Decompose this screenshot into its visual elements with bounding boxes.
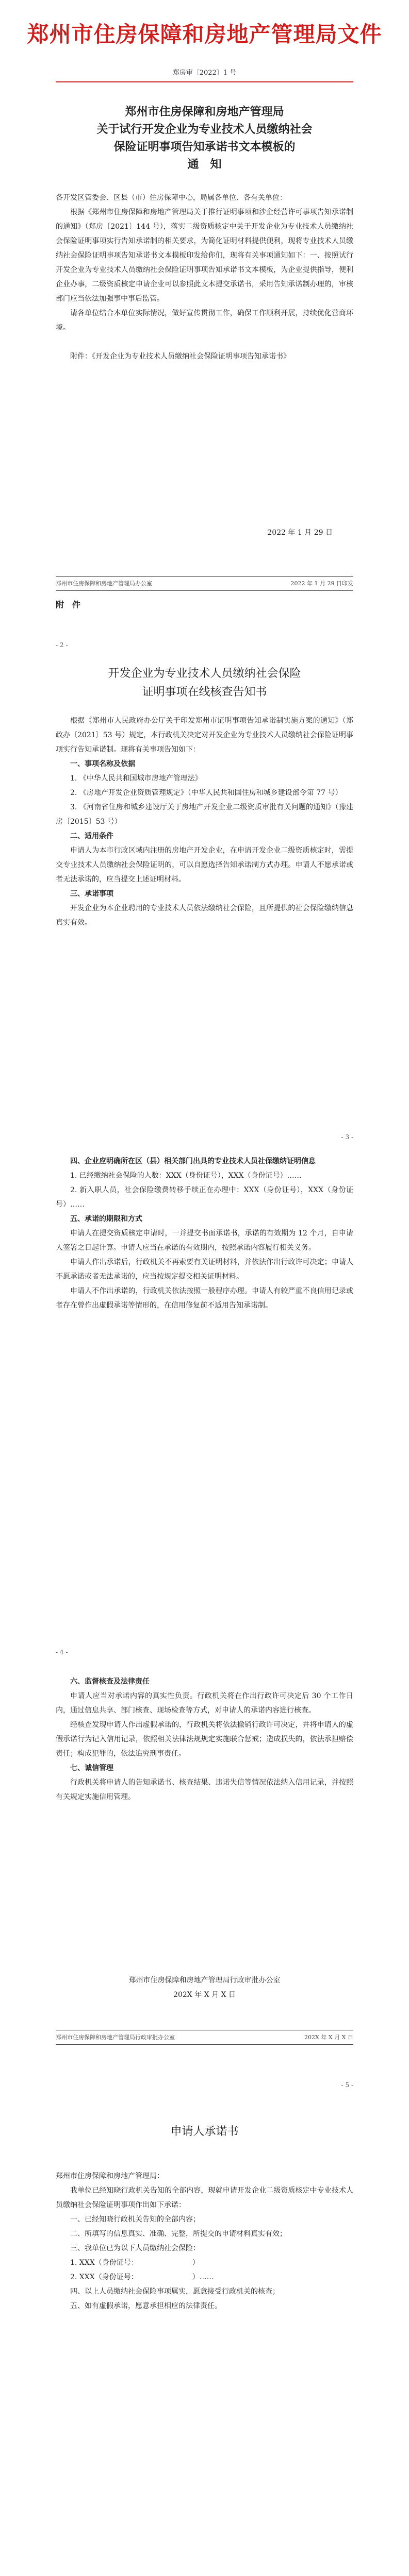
notice-title-line-1: 郑州市住房保障和房地产管理局	[125, 105, 284, 118]
guide-list-item: 3. 《河南省住房和城乡建设厅关于房地产开发企业二级资质审批有关问题的通知》（豫建房〔2015〕53 号）	[56, 803, 353, 826]
footer-date: 202X 年 X 月 X 日	[304, 2034, 353, 2041]
promise-item: 2. XXX（身份证号： ）……	[70, 2273, 214, 2281]
guide-paragraph: 申请人为本市行政区域内注册的房地产开发企业，在申请开发企业二级资质核定时，需提交专业技术人员缴纳社会保险证明的，可以自愿选择告知承诺制方式办理。申请人不愿承诺或者无法承诺的，应当提交上述证明材料。	[56, 846, 353, 884]
notice-date-block	[0, 526, 409, 540]
guide-title-block	[0, 665, 409, 702]
attachment-label: 附件：	[70, 352, 92, 361]
guide-body-2	[0, 1154, 409, 1313]
guide-title-line-1: 开发企业为专业技术人员缴纳社会保险	[108, 667, 301, 680]
guide-list-item: 1. 已经缴纳社会保险的人数：XXX（身份证号），XXX（身份证号）……	[70, 1172, 302, 1180]
guide-section-heading: 六、监督核查及法律责任	[70, 1677, 150, 1686]
guide-list-item: 1. 《中华人民共和国城市房地产管理法》	[70, 774, 202, 783]
promise-item: 1. XXX（身份证号： ）	[70, 2259, 200, 2267]
guide-intro: 根据《郑州市人民政府办公厅关于印发郑州市证明事项告知承诺制实施方案的通知》（郑政办〔2021〕53 号）规定，本行政机关决定对开发企业为专业技术人员缴纳社会保险证明事项实行告知承诺制。现将有关事项告知如下：	[56, 717, 353, 754]
promise-title-block	[0, 2123, 409, 2141]
promise-item: 五、如有虚假承诺，愿意承担相应的法律责任。	[70, 2302, 222, 2310]
guide-signature	[0, 1973, 409, 2002]
guide-paragraph: 申请人应当对承诺内容的真实性负责。行政机关将在作出行政许可决定后 30 个工作日内，通过信息共享、部门核查、现场检查等方式，对申请人的承诺内容进行核查。	[56, 1692, 353, 1715]
guide-paragraph: 经核查发现申请人作出虚假承诺的，行政机关将依法撤销行政许可决定，并将申请人的虚假承诺行为记入信用记录，依照相关法律法规规定实施联合惩戒；造成损失的，依法承担赔偿责任；构成犯罪的，依法追究刑事责任。	[56, 1721, 353, 1758]
guide-paragraph: 申请人作出承诺后，行政机关不再索要有关证明材料，并依法作出行政许可决定；申请人不愿承诺或者无法承诺的，应当按规定提交相关证明材料。	[56, 1258, 353, 1281]
guide-body-1	[0, 714, 409, 930]
guide-body-3	[0, 1674, 409, 1804]
promise-item: 四、以上人员缴纳社会保险事项属实，愿意接受行政机关的核查；	[70, 2287, 280, 2296]
notice-date: 2022 年 1 月 29 日	[267, 529, 333, 537]
office-footer	[56, 579, 353, 587]
promise-item: 一、已经知晓行政机关告知的全部内容；	[70, 2215, 200, 2224]
notice-attachment	[56, 349, 353, 364]
notice-title-line-4: 通 知	[187, 158, 222, 171]
guide-section-heading: 三、承诺事项	[70, 890, 113, 898]
guide-list-item: 2. 新入职人员，社会保险缴费转移手续正在办理中：XXX（身份证号），XXX（身份证号）……	[56, 1186, 353, 1209]
guide-section-heading: 七、诚信管理	[70, 1764, 113, 1772]
promise-body	[0, 2169, 409, 2313]
footer-divider	[56, 2044, 353, 2045]
guide-paragraph: 申请人不作出承诺的，行政机关依法按照一般程序办理。申请人有较严重不良信用记录或者存在曾作出虚假承诺等情形的，在信用修复前不适用告知承诺制。	[56, 1287, 353, 1310]
red-divider	[56, 81, 353, 82]
guide-paragraph: 行政机关将申请人的告知承诺书、核查结果、违诺失信等情况依法纳入信用记录，并按照有关规定实施信用管理。	[56, 1778, 353, 1801]
footer-org: 郑州市住房保障和房地产管理局办公室	[56, 580, 152, 587]
guide-paragraph: 开发企业为本企业聘用的专业技术人员依法缴纳社会保险，且所提供的社会保险缴纳信息真实有效。	[56, 904, 353, 927]
guide-title-line-2: 证明事项在线核查告知书	[142, 686, 267, 699]
notice-title-line-3: 保险证明事项告知承诺书文本模板的	[113, 140, 296, 154]
notice-paragraph: 请各单位结合本单位实际情况，做好宣传贯彻工作，确保工作顺利开展，持续优化营商环境。	[56, 309, 353, 332]
notice-paragraph: 根据《郑州市住房保障和房地产管理局关于推行证明事项和涉企经营许可事项告知承诺制的通知》（郑房〔2021〕144 号），落实二级资质核定中关于开发企业为专业技术人员缴纳社会保险证明事项实行告知承诺制的相关要求，为简化证明材料提供便利，现将专业技术人员缴纳社会保险证明事项告知承诺书文本模板印发给你们，现将有关事项通知如下：一、按照试行开发企业为专业技术人员缴纳社会保险证明事项告知承诺书文本模板，为企业提供指导，便利企业办事，二级资质核定申请企业可以参照此文本提交承诺书，采用告知承诺制办理的，审核部门应当依法加强事中事后监管。	[56, 208, 353, 303]
guide-section-heading: 二、适用条件	[70, 832, 113, 840]
guide-date: 202X 年 X 月 X 日	[173, 1991, 236, 1999]
attachment-text: 《开发企业为专业技术人员缴纳社会保险证明事项告知承诺书》	[92, 352, 290, 361]
notice-salutation: 各开发区管委会、区县（市）住房保障中心，局属各单位、各有关单位：	[56, 194, 287, 202]
notice-body	[0, 191, 409, 364]
doc-red-title: 郑州市住房保障和房地产管理局文件	[27, 22, 382, 47]
page-number: - 5 -	[341, 2081, 353, 2089]
guide-org-sign: 郑州市住房保障和房地产管理局行政审批办公室	[128, 1976, 281, 1985]
page-number: - 4 -	[56, 1649, 68, 1656]
footer-divider	[56, 576, 353, 577]
page-number: - 3 -	[341, 1133, 353, 1141]
promise-intro: 我单位已经知晓行政机关告知的全部内容，现就申请开发企业二级资质核定中专业技术人员缴纳社会保险证明事项作出如下承诺：	[56, 2187, 353, 2209]
promise-title: 申请人承诺书	[170, 2125, 239, 2138]
guide-list-item: 2. 《房地产开发企业资质管理规定》（中华人民共和国住房和城乡建设部令第 77 号）	[70, 789, 342, 797]
notice-title-block	[0, 103, 409, 173]
guide-section-heading: 四、企业应明确所在区（县）相关部门出具的专业技术人员社保缴纳证明信息	[70, 1157, 316, 1165]
footer-divider	[56, 590, 353, 591]
guide-section-heading: 一、事项名称及依据	[70, 760, 135, 768]
notice-title-line-2: 关于试行开发企业为专业技术人员缴纳社会	[96, 123, 313, 136]
doc-number: 郑房审〔2022〕1 号	[172, 69, 237, 77]
page-number: - 2 -	[56, 641, 68, 649]
office-footer	[56, 2033, 353, 2041]
promise-item: 二、所填写的信息真实、准确、完整，所提交的申请材料真实有效；	[70, 2230, 287, 2238]
guide-section-heading: 五、承诺的期限和方式	[70, 1215, 142, 1223]
promise-addressee: 郑州市住房保障和房地产管理局：	[56, 2172, 164, 2180]
attachment-heading: 附 件	[56, 600, 81, 609]
promise-item: 三、我单位已为以下人员缴纳社会保险：	[70, 2244, 200, 2252]
guide-paragraph: 申请人在提交资质核定申请时，一并提交书面承诺书，承诺的有效期为 12 个月，自申请人签署之日起计算。申请人应当在承诺的有效期内，按照承诺内容履行相关义务。	[56, 1229, 353, 1252]
footer-org: 郑州市住房保障和房地产管理局行政审批办公室	[56, 2034, 175, 2041]
attachment-heading-block	[0, 598, 409, 612]
footer-date: 2022 年 1 月 29 日印发	[290, 580, 353, 587]
